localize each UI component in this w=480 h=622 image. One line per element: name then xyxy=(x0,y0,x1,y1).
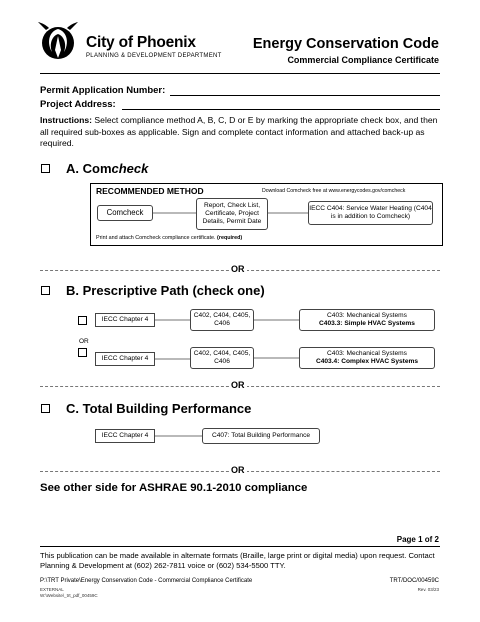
or-small-label: OR xyxy=(79,338,89,345)
see-other-side-note: See other side for ASHRAE 90.1-2010 compliance xyxy=(40,482,308,494)
checkbox-b-complex-hvac[interactable] xyxy=(78,348,87,357)
b1-c402-box: C402, C404, C405, C406 xyxy=(190,309,254,331)
b2-iecc-chapter4-box: IECC Chapter 4 xyxy=(95,352,155,366)
report-checklist-box: Report, Check List, Certificate, Project Details, Permit Date xyxy=(196,198,268,230)
page-subtitle: Commercial Compliance Certificate xyxy=(287,55,439,65)
external-label: EXTERNAL xyxy=(40,587,64,592)
b2-c403-complex-box: C403: Mechanical Systems C403.4: Complex HVAC Systems xyxy=(299,347,435,369)
permit-number-field[interactable] xyxy=(170,95,440,96)
footer-divider xyxy=(40,546,440,547)
comcheck-download-note: Download Comcheck free at www.energycodes.gov/comcheck xyxy=(262,188,406,194)
file-reference: W:\Website\_trt_pdf_00459C xyxy=(40,593,98,598)
org-name: City of Phoenix xyxy=(86,34,196,51)
instructions xyxy=(40,115,442,150)
section-c-title: C. Total Building Performance xyxy=(66,401,252,416)
department-name: PLANNING & DEVELOPMENT DEPARTMENT xyxy=(86,53,222,59)
permit-number-label: Permit Application Number: xyxy=(40,85,166,96)
c407-box: C407: Total Building Performance xyxy=(202,428,320,444)
instructions-text: Select compliance method A, B, C, D or E by marking the appropriate check box, and then all required sub-boxes as applicable. Sign and complete contact information and attached back-up as required. xyxy=(40,115,438,148)
or-label-3: OR xyxy=(231,465,245,475)
document-code: TRT/DOC/00459C xyxy=(389,578,439,584)
c404-box: IECC C404: Service Water Heating (C404 is in addition to Comcheck) xyxy=(308,201,433,225)
revision-date: Rev. 03/23 xyxy=(417,587,439,592)
or-label-2: OR xyxy=(231,380,245,390)
phoenix-bird-logo-icon xyxy=(38,20,78,64)
section-a-title: A. Comcheck xyxy=(66,161,149,176)
checkbox-method-b[interactable] xyxy=(41,286,50,295)
checkbox-method-a[interactable] xyxy=(41,164,50,173)
section-b-title: B. Prescriptive Path (check one) xyxy=(66,283,265,298)
instructions-label: Instructions: xyxy=(40,115,93,125)
b1-c403-simple-box: C403: Mechanical Systems C403.3: Simple HVAC Systems xyxy=(299,309,435,331)
publication-notice: This publication can be made available in alternate formats (Braille, large print or digital media) upon request. Contact Planning & Development at (602) 262-7811 voice or (602) 534-5500 TTY. xyxy=(40,551,435,570)
project-address-field[interactable] xyxy=(122,109,440,110)
or-label-1: OR xyxy=(231,264,245,274)
recommended-method-label: RECOMMENDED METHOD xyxy=(96,186,204,196)
document-path: P:\TRT Private\Energy Conservation Code - Commercial Compliance Certificate xyxy=(40,578,253,584)
header-divider xyxy=(40,73,440,74)
checkbox-method-c[interactable] xyxy=(41,404,50,413)
project-address-label: Project Address: xyxy=(40,99,116,110)
b2-c402-box: C402, C404, C405, C406 xyxy=(190,347,254,369)
b1-iecc-chapter4-box: IECC Chapter 4 xyxy=(95,313,155,327)
page-number: Page 1 of 2 xyxy=(396,535,439,544)
c-iecc-chapter4-box: IECC Chapter 4 xyxy=(95,429,155,443)
page-title: Energy Conservation Code xyxy=(252,36,439,52)
checkbox-b-simple-hvac[interactable] xyxy=(78,316,87,325)
comcheck-box: Comcheck xyxy=(97,205,153,221)
print-attach-note: Print and attach Comcheck compliance certificate. (required) xyxy=(96,235,243,241)
